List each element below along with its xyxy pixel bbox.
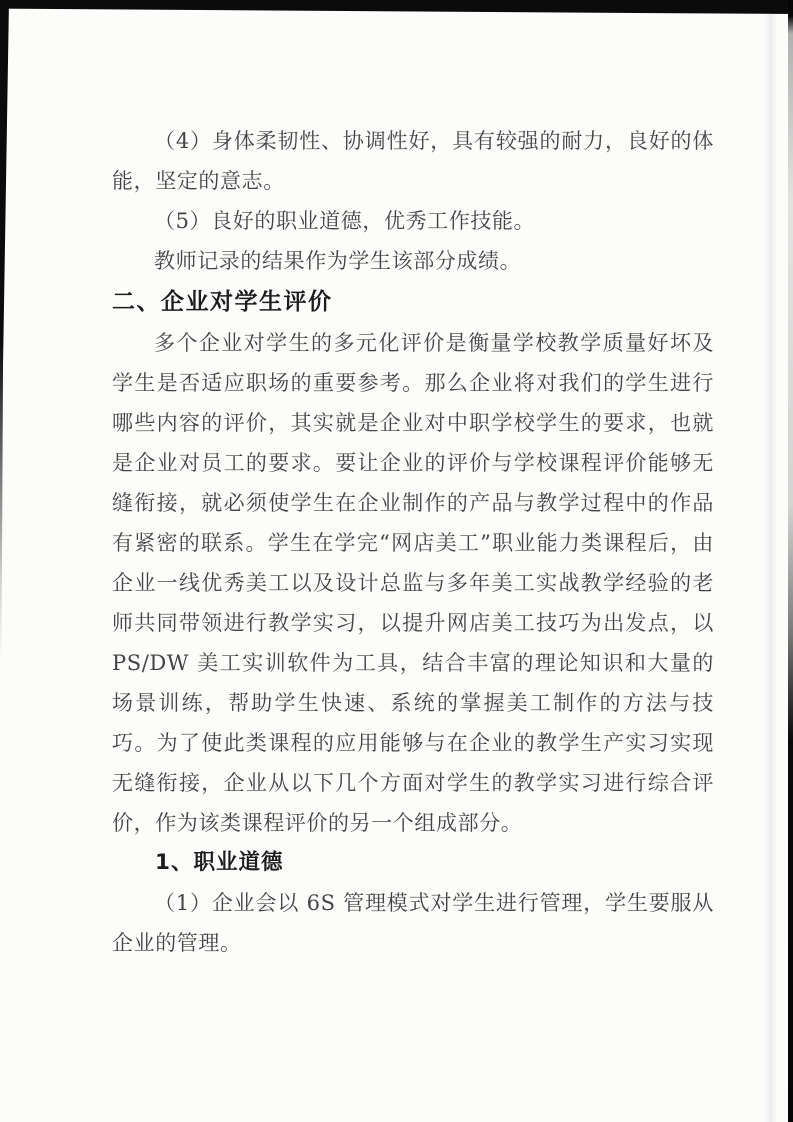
scan-edge-left	[0, 0, 9, 660]
scan-edge-top	[0, 0, 793, 14]
paragraph-item-4-physical-fitness: （4）身体柔韧性、协调性好，具有较强的耐力，良好的体能，坚定的意志。	[112, 129, 714, 193]
paragraph-6s-management: （1）企业会以 6S 管理模式对学生进行管理，学生要服从企业的管理。	[112, 891, 714, 955]
scan-page-curve-shadow	[765, 0, 778, 1122]
paragraph-item-5-work-ethics: （5）良好的职业道德，优秀工作技能。	[154, 209, 536, 233]
scan-edge-right	[788, 0, 793, 1122]
document-text-block	[112, 121, 714, 963]
section-heading-enterprise-evaluation: 二、企业对学生评价	[112, 289, 333, 315]
subheading-professional-ethics: 1、职业道德	[155, 850, 284, 875]
paragraph-enterprise-evaluation-body: 多个企业对学生的多元化评价是衡量学校教学质量好坏及学生是否适应职场的重要参考。那么企业将对我们的学生进行哪些内容的评价，其实就是企业对中职学校学生的要求，也就是企业对员工的要求。要让企业的评价与学校课程评价能够无缝衔接，就必须使学生在企业制作的产品与教学过程中的作品有紧密的联系。学生在学完“网店美工”职业能力类课程后，由企业一线优秀美工以及设计总监与多年美工实战教学经验的老师共同带领进行教学实习，以提升网店美工技巧为出发点，以 PS/DW 美工实训软件为工具，结合丰富的理论知识和大量的场景训练，帮助学生快速、系统的掌握美工制作的方法与技巧。为了使此类课程的应用能够与在企业的教学生产实习实现无缝衔接，企业从以下几个方面对学生的教学实习进行综合评价，作为该类课程评价的另一个组成部分。	[112, 331, 714, 835]
paragraph-teacher-record: 教师记录的结果作为学生该部分成绩。	[154, 249, 522, 273]
